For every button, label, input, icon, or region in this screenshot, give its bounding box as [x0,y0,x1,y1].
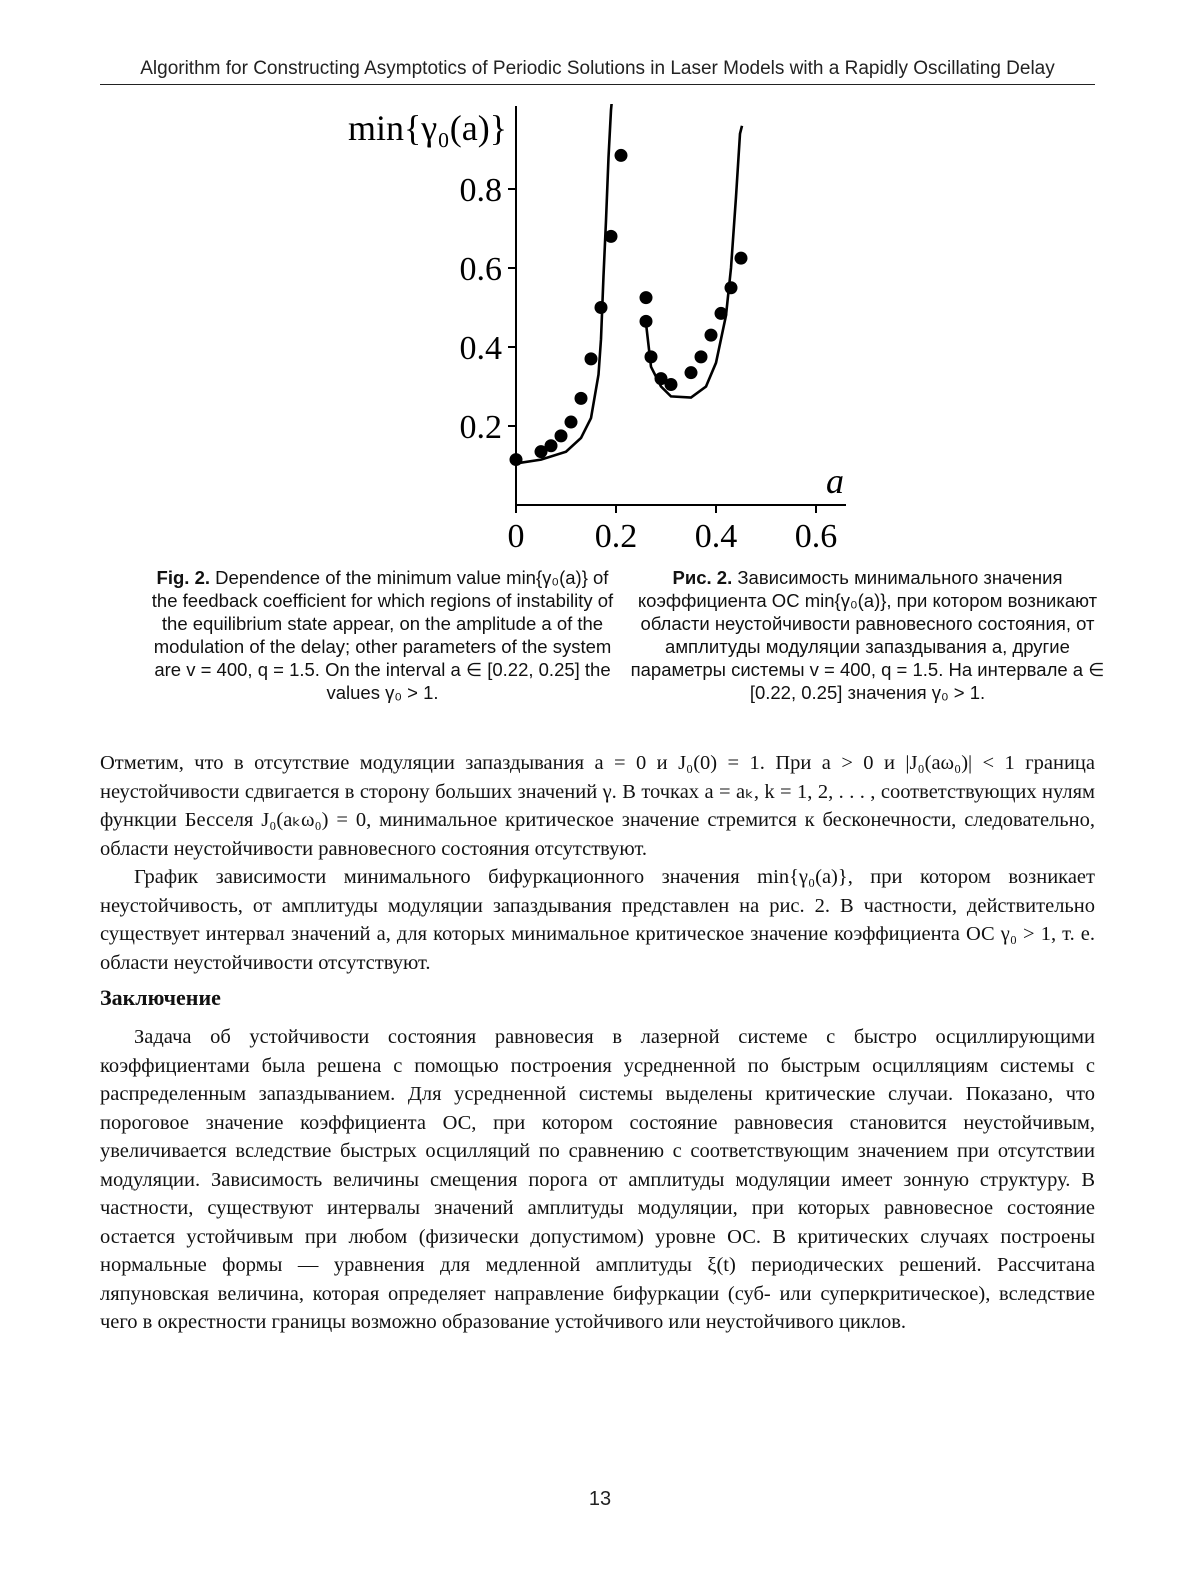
conclusion-text: Задача об устойчивости состояния равновесия в лазерной системе с быстро осциллирующими коэффициентами была решена с помощью построения усредненной по быстрым осцилляциям системы с распределенным запаздыванием. Для усредненной системы выделены критические случаи. Показано, что пороговое значение коэффициента ОС, при котором состояние равновесия становится неустойчивым, увеличивается вследствие быстрых осцилляций по сравнению с соответствующим значением при отсутствии модуляции. Зависимость величины смещения порога от амплитуды модуляции имеет зонную структуру. В частности, существуют интервалы значений амплитуды модуляции, при которых равновесное состояние остается устойчивым при любом (физически допустимом) уровне ОС. В критических случаях построены нормальные формы — уравнения для медленной амплитуды ξ(t) периодических решений. Рассчитана ляпуновская величина, которая определяет направление бифуркации (суб- или суперкритическое), вследствие чего в окрестности границы возможно образование устойчивого или неустойчивого циклов. [100,1026,1095,1333]
data-point [695,350,708,363]
data-point [640,315,653,328]
data-point [595,301,608,314]
section-title: Заключение [100,985,221,1010]
data-point [640,291,653,304]
caption-ru-text: Зависимость минимального значения коэффициента ОС min{γ₀(a)}, при котором возникают области неустойчивости равновесного состояния, от амплитуды модуляции запаздывания a, другие параметры системы v = 400, q = 1.5. На интервале a ∈ [0.22, 0.25] значения γ₀ > 1. [630,567,1105,703]
data-point [615,149,628,162]
header-rule [100,84,1095,85]
data-point [685,366,698,379]
data-point [645,350,658,363]
conclusion-paragraph [100,1023,1095,1337]
curve-series-2 [646,126,742,398]
paragraph-2 [100,863,1095,977]
data-point [565,416,578,429]
data-point [715,307,728,320]
y-tick-label: 0.8 [459,172,502,209]
paragraph-1-text: Отметим, что в отсутствие модуляции запаздывания a = 0 и J₀(0) = 1. При a > 0 и |J₀(aω₀)| < 1 граница неустойчивости сдвигается в сторону больших значений γ. В точках a = aₖ, k = 1, 2, . . . , соответствующих нулям функции Бесселя J₀(aₖω₀) = 0, минимальное критическое значение стремится к бесконечности, следовательно, области неустойчивости равновесного состояния отсутствуют. [100,752,1095,860]
data-point [605,230,618,243]
curve-series-1 [516,100,613,463]
caption-en-label: Fig. 2. [156,567,210,588]
data-point [735,252,748,265]
x-tick-label: 0.4 [694,518,738,555]
data-point [725,281,738,294]
data-point [575,392,588,405]
data-point [545,439,558,452]
paragraph-2-text: График зависимости минимального бифуркационного значения min{γ₀(a)}, при котором возникает неустойчивость, от амплитуды модуляции запаздывания представлен на рис. 2. В частности, действительно существует интервал значений a, для которых минимальное критическое значение коэффициента ОС γ₀ > 1, т. е. области неустойчивости отсутствуют. [100,866,1095,974]
x-tick-label: 0.2 [594,518,638,555]
data-point [555,429,568,442]
data-point [705,329,718,342]
y-tick-label: 0.4 [459,330,502,367]
caption-en-text: Dependence of the minimum value min{γ₀(a)} of the feedback coefficient for which regions of instability of the equilibrium state appear, on the amplitude a of the modulation of the delay; other parameters of the system are v = 400, q = 1.5. On the interval a ∈ [0.22, 0.25] the values γ₀ > 1. [151,567,614,703]
y-tick-label: 0.6 [459,251,502,288]
data-point [665,378,678,391]
data-point [510,453,523,466]
y-tick-label: 0.2 [459,409,502,446]
figure-2-chart [340,100,860,560]
x-tick-label: 0.6 [794,518,838,555]
page-number: 13 [588,1488,612,1510]
paragraph-1 [100,749,1095,863]
y-axis-label: min{γ₀(a)} [348,108,507,148]
figure-caption-en [150,566,615,704]
caption-ru-label: Рис. 2. [672,567,733,588]
running-title: Algorithm for Constructing Asymptotics of Periodic Solutions in Laser Models with a Rapidly Oscillating Delay [140,58,1055,79]
x-axis-label: a [826,461,844,501]
figure-caption-ru [620,566,1115,704]
data-point [585,352,598,365]
x-tick-label: 0 [507,518,525,555]
